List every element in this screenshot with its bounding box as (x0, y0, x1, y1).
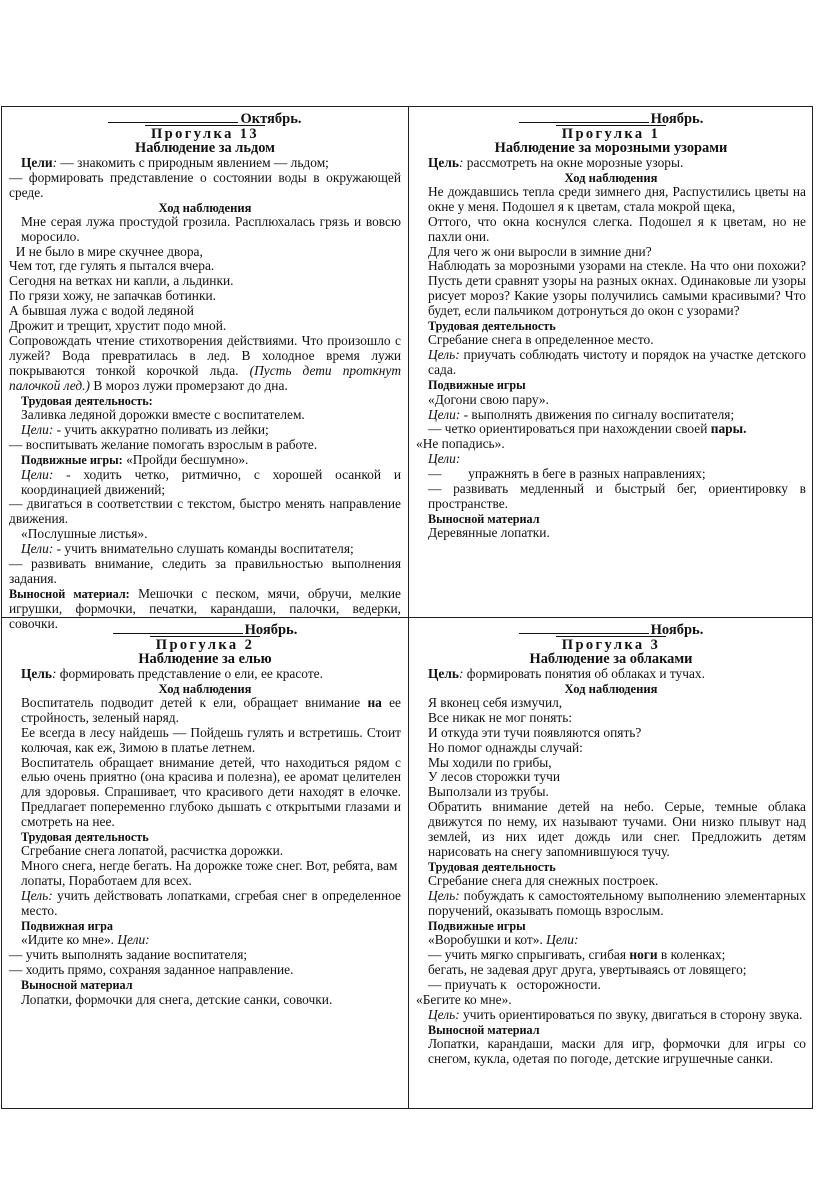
material-heading: Выносной материал (428, 511, 540, 526)
game-goal-line: — развивать внимание, следить за правильностью выполнения задания. (9, 556, 401, 586)
labor-text: Заливка ледяной дорожки вместе с воспитателем. (21, 407, 305, 422)
month-heading: Ноябрь. (416, 112, 806, 127)
labor-poem: Много снега, негде бегать. На дорожке тоже снег. Вот, ребята, вам лопаты, Поработаем для всех. (21, 858, 398, 889)
course-heading: Ход наблюдения (158, 200, 252, 215)
poem-text: Оттого, что окна коснулся слегка. Подошел я к цветам, но не пахли они. (428, 213, 806, 244)
activity-text: Воспитатель обращает внимание детей, что находиться рядом с елью очень приятно (она красива и полезна), ее аромат целителен для здоровья. Спрашивает, что красивого дети находят в елочке. Предлагает попеременно глубоко дышать с открытыми глазами и смотреть на нее. (21, 754, 401, 830)
poem-line: Дрожит и трещит, хрустит подо мной. (9, 318, 227, 334)
goal-text: Цели: — знакомить с природным явлением — льдом; (21, 155, 329, 170)
game-goal-line: — ходить прямо, сохраняя заданное направление. (9, 962, 294, 978)
labor-heading: Трудовая деятельность (428, 859, 556, 874)
game-goal-line: — двигаться в соответствии с текстом, быстро менять направление движения. (9, 496, 401, 527)
poem-line: А бывшая лужа с водой ледяной (9, 303, 194, 319)
labor-heading: Трудовая деятельность (21, 830, 149, 845)
game-goal-line: — учить выполнять задание воспитателя; (9, 947, 248, 963)
game-goal-label: Цели: (428, 451, 461, 467)
observation-title: Наблюдение за елью (138, 651, 272, 667)
goal-text: Цель: формировать представление о ели, ее красоте. (21, 666, 323, 681)
games-heading: Подвижные игры (428, 378, 526, 393)
labor-goal: Цель: приучать соблюдать чистоту и порядок на участке детского сада. (428, 347, 806, 378)
game-name: «Послушные листья». (21, 526, 148, 542)
game-goal-line: — четко ориентироваться при нахождении своей пары. (428, 421, 747, 437)
month-heading: Октябрь. (9, 112, 401, 127)
walk-number: Прогулка 1 (416, 127, 806, 141)
game-goal-line: — упражнять в беге в разных направлениях; (428, 466, 706, 482)
labor-goal: Цель: побуждать к самостоятельному выполнению элементарных поручений, оказывать помощь взрослым. (428, 888, 806, 919)
labor-heading: Трудовая деятельность: (21, 393, 153, 408)
material-text: Выносной материал: Мешочки с песком, мячи, обручи, мелкие игрушки, формочки, печатки, карандаши, палочки, ведерки, совочки. (9, 585, 401, 631)
poem-text: Не дождавшись тепла среди зимнего дня, Распустились цветы на окне у меня. Подошел я к цветам, стала мокрой щека, (428, 183, 806, 214)
activity-text: Обратить внимание детей на небо. Серые, темные облака движутся по нему, их называют тучами. Они низко плывут над землей, из них идет дождь или снег. Предложить детям нарисовать на снегу запомнившуюся тучу. (428, 799, 806, 859)
poem-line: И не было в мире скучнее двора, (9, 243, 203, 259)
labor-heading: Трудовая деятельность (428, 319, 556, 334)
observation-title: Наблюдение за облаками (529, 651, 693, 667)
activity-text: Сопровождать чтение стихотворения действиями. Что произошло с лужей? Вода превратилась в лед. В холодное время лужи покрываются тонкой корочкой льда. (Пусть дети проткнут палочкой лед.) В мороз лужи промерзают до дна. (9, 332, 401, 393)
walk-plan-table (1, 106, 813, 1109)
course-heading: Ход наблюдения (564, 681, 658, 696)
walk-card-november-1 (409, 107, 813, 541)
course-heading: Ход наблюдения (564, 170, 658, 185)
labor-text: Сгребание снега для снежных построек. (428, 873, 659, 889)
poem-line: Я вконец себя измучил, (428, 694, 563, 710)
games-heading: Подвижные игры (428, 919, 526, 933)
walk-card-october-13 (2, 107, 408, 632)
game-goal: Цели: - ходить четко, ритмично, с хорошей осанкой и координацией движений; (21, 466, 401, 497)
game-name: «Догони свою пару». (428, 391, 549, 407)
game-goal-line: — развивать медленный и быстрый бег, ориентировку в пространстве. (428, 481, 806, 511)
walk-number: Прогулка 13 (9, 127, 401, 141)
poem-line: Мне серая лужа простудой грозила. Расплюхалась грязь и вовсю моросило. (21, 213, 401, 244)
month-heading: Ноябрь. (416, 623, 806, 638)
poem-line: И откуда эти тучи появляются опять? (428, 724, 642, 740)
walk-card-november-2 (2, 618, 408, 1007)
poem-line: У лесов сторожки тучи (428, 769, 561, 785)
poem-line: Все никак не мог понять: (428, 709, 573, 725)
material-heading: Выносной материал (428, 1022, 540, 1037)
walk-number: Прогулка 2 (9, 638, 401, 652)
labor-text: Сгребание снега лопатой, расчистка дорожки. (21, 843, 284, 859)
game-goal: Цель: учить ориентироваться по звуку, двигаться в сторону звука. (428, 1006, 803, 1022)
poem-text: Для чего ж они выросли в зимние дни? (428, 243, 652, 259)
game-goal-line: бегать, не задевая друг друга, увертываясь от ловящего; (428, 962, 747, 978)
game-goal: Цели: - выполнять движения по сигналу воспитателя; (428, 406, 735, 422)
game-name: «Не попадись». (416, 436, 505, 452)
game-name: «Воробушки и кот». Цели: (428, 932, 579, 948)
material-text: Лопатки, формочки для снега, детские санки, совочки. (21, 991, 333, 1007)
course-heading: Ход наблюдения (158, 681, 252, 696)
poem-line: Чем тот, где гулять я пытался вчера. (9, 258, 215, 274)
poem-text: Ее всегда в лесу найдешь — Пойдешь гулять и встретишь. Стоит колючая, как еж, Зимою в платье летнем. (21, 724, 401, 755)
labor-goal-line: — воспитывать желание помогать взрослым в работе. (9, 436, 318, 452)
intro-text: Воспитатель подводит детей к ели, обращает внимание на ее стройность, зеленый наряд. (21, 694, 401, 725)
game-goal-line: — приучать к осторожности. (428, 977, 601, 993)
month-heading: Ноябрь. (9, 623, 401, 638)
walk-card-november-3 (409, 618, 813, 1067)
observation-title: Наблюдение за морозными узорами (494, 140, 728, 156)
poem-line: Но помог однажды случай: (428, 739, 583, 755)
game-goal-line: — учить мягко спрыгивать, сгибая ноги в коленках; (428, 947, 726, 963)
activity-text: Наблюдать за морозными узорами на стекле. На что они похожи? Пусть дети сравнят узоры на разных окнах. Одинаковые ли узоры рисует мороз? Какие узоры получились самыми красивыми? Что будет, если пальчиком дотронуться до окон с узорами? (428, 258, 806, 319)
goal-text: Цель: формировать понятия об облаках и тучах. (428, 666, 705, 681)
labor-goal: Цели: - учить аккуратно поливать из лейки; (21, 421, 269, 437)
game-name: «Бегите ко мне». (416, 992, 512, 1008)
labor-goal: Цель: учить действовать лопатками, сгребая снег в определенное место. (21, 888, 401, 919)
game-goal: Цели: - учить внимательно слушать команды воспитателя; (21, 541, 354, 557)
walk-number: Прогулка 3 (416, 638, 806, 652)
poem-line: По грязи хожу, не запачкав ботинки. (9, 288, 216, 304)
game-name: «Идите ко мне». Цели: (21, 932, 150, 948)
goal-line: — формировать представление о состоянии воды в окружающей среде. (9, 169, 401, 200)
material-text: Деревянные лопатки. (428, 525, 550, 541)
material-text: Лопатки, карандаши, маски для игр, формочки для игры со снегом, кукла, одетая по погоде, детские игрушечные санки. (428, 1036, 806, 1067)
poem-line: Выползали из трубы. (428, 784, 549, 800)
games-heading: Подвижные игры: «Пройди бесшумно». (21, 451, 249, 467)
observation-title: Наблюдение за льдом (135, 140, 275, 156)
games-heading: Подвижная игра (21, 919, 114, 933)
poem-line: Сегодня на ветках ни капли, а льдинки. (9, 273, 234, 289)
material-heading: Выносной материал (21, 978, 133, 993)
poem-line: Мы ходили по грибы, (428, 754, 552, 770)
goal-text: Цель: рассмотреть на окне морозные узоры. (428, 155, 684, 170)
labor-text: Сгребание снега в определенное место. (428, 332, 654, 348)
